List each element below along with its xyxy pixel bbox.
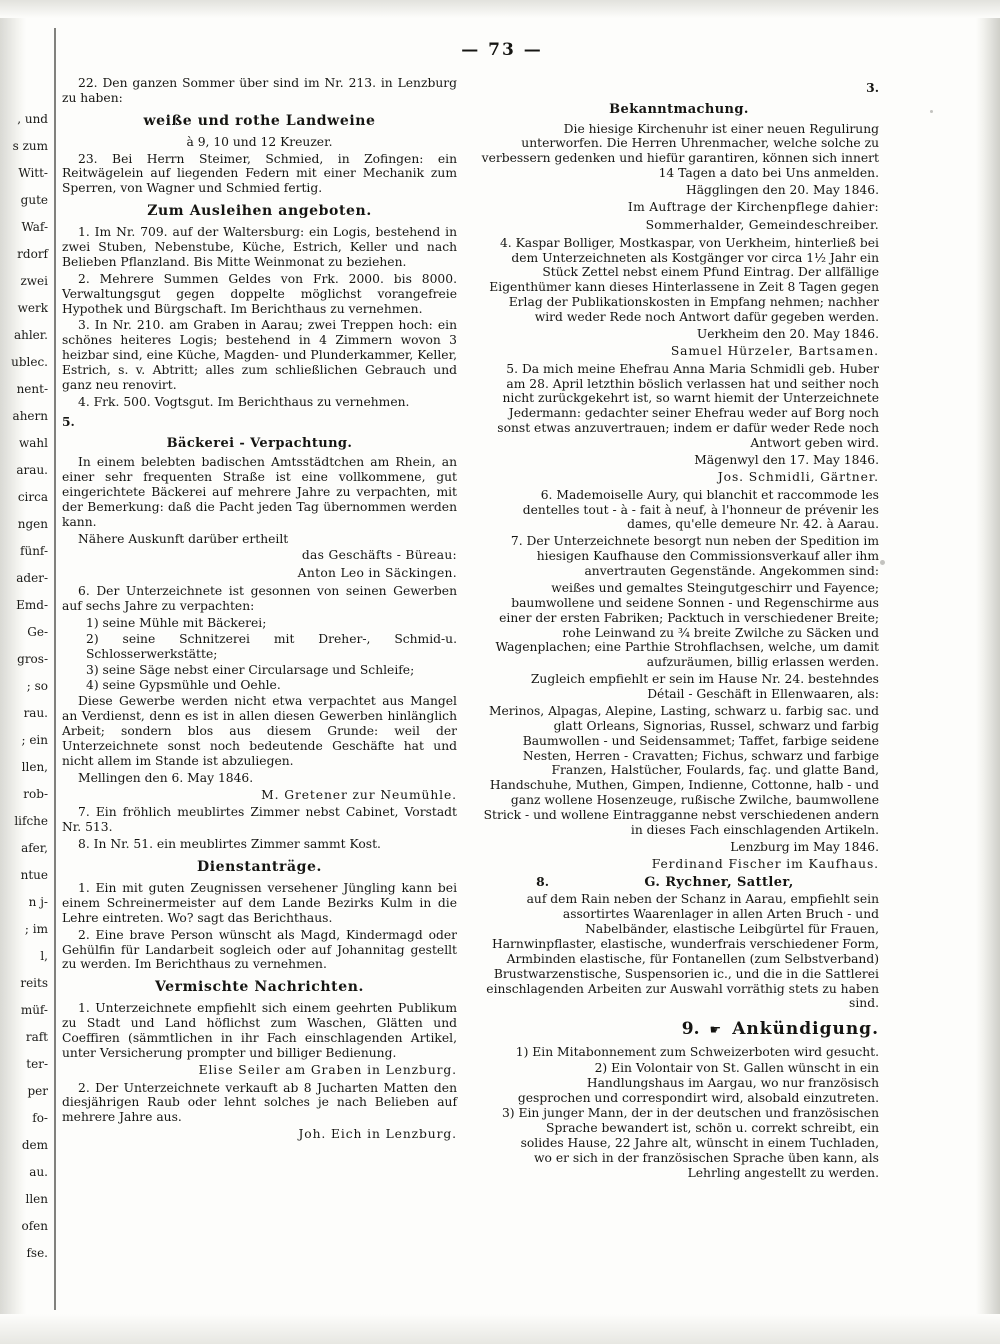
paragraph: 1. Im Nr. 709. auf der Waltersburg: ein Logis, bestehend in zwei Stuben, Nebenstube, Küche, Estrich, Keller und nach Belieben Pflanzland. Bis Mitte Weinmonat zu beziehen. <box>62 225 457 269</box>
facing-page-fragment-line: ader- <box>16 571 48 585</box>
scan-speck <box>930 110 933 113</box>
paragraph: Hägglingen den 20. May 1846. <box>686 183 879 198</box>
paragraph: 6. Der Unterzeichnete ist gesonnen von seinen Gewerben auf sechs Jahre zu verpachten: <box>62 584 457 614</box>
facing-page-fragment-line: ; im <box>24 922 48 936</box>
section-number: 9. <box>681 1019 700 1040</box>
facing-page-fragment-line: circa <box>17 490 48 504</box>
right-column <box>479 76 879 1182</box>
facing-page-fragment-line: l, <box>40 949 48 963</box>
facing-page-fragment-line: ter- <box>26 1057 48 1071</box>
paragraph: Uerkheim den 20. May 1846. <box>696 326 879 341</box>
paragraph: auf dem Rain neben der Schanz in Aarau, empfiehlt sein assortirtes Waarenlager in allen Arten Bruch - und Nabelbänder, elastische Leibgürtel für Frauen, Harnwinpflaster, elastische, wunderfrais verschiedener Form, Armbinden elastische, für Fontanellen (zum Selbstverband) Brustwarzenstische, Suspensorien ic., und die in die Sattlerei einschlagenden Arbeiten zur Auswahl vorräthig stets zu haben sind. <box>486 892 879 1011</box>
announcement-heading <box>479 1019 879 1040</box>
paragraph: 4. Frk. 500. Vogtsgut. Im Berichthaus zu vernehmen. <box>78 394 410 409</box>
facing-page-fragment-line: ntue <box>20 868 48 882</box>
list-item: 3) seine Säge nebst einer Circularsage und Schleife; <box>86 662 415 677</box>
gutter-rule <box>54 28 56 1310</box>
section-number: 5. <box>62 413 75 429</box>
paragraph: Nähere Auskunft darüber ertheilt <box>78 531 289 546</box>
facing-page-fragment-line: ; ein <box>21 733 48 747</box>
facing-page-fragment-line: rau. <box>23 706 48 720</box>
signature-line: das Geschäfts - Büreau: <box>301 548 457 563</box>
facing-page-fragment-line: n j- <box>28 895 48 909</box>
facing-page-fragment-line: lifche <box>14 814 48 828</box>
list-item: 2) Ein Volontair von St. Gallen wünscht in ein Handlungshaus im Aargau, wo nur französisch gesprochen und correspondirt wird, alsobald einzutreten. <box>517 1060 879 1105</box>
signature-line: Samuel Hürzeler, Bartsamen. <box>670 343 879 358</box>
facing-page-fragment-line: werk <box>17 301 48 315</box>
list-item: 3) Ein junger Mann, der in der deutschen und französischen Sprache bewandert ist, schön u. correkt schreibt, ein solides Hause, 22 Jahre alt, wünscht in einem Tuchladen, wo er sich in der französischen Sprache üben kann, als Lehrling angestellt zu werden. <box>501 1106 879 1180</box>
facing-page-fragment-line: dem <box>21 1138 48 1152</box>
section-subheading: G. Rychner, Sattler, <box>644 874 794 890</box>
paragraph: 2. Eine brave Person wünscht als Magd, Kindermagd oder Gehülfin für Landarbeit sogleich oder auf Johannitag gestellt zu werden. Im Berichthaus zu vernehmen. <box>62 927 457 972</box>
facing-page-fragment <box>4 110 48 1271</box>
facing-page-fragment-line: ahler. <box>13 328 48 342</box>
document-page <box>62 40 942 1200</box>
signature-line: Im Auftrage der Kirchenpflege dahier: <box>627 199 879 214</box>
facing-page-fragment-line: Ge- <box>27 625 48 639</box>
paragraph: weißes und gemaltes Steingutgeschirr und Fayence; baumwollene und seidene Sonnen - und Regenschirme aus einer der ersten Fabriken; Packtuch in verschiedener Breite; rohe Leinwand zu ¾ breite Zwilche zu Säcken und Wagenplachen; eine Parthie Strohflachsen, welche, um damit aufzuräumen, billig erlassen werden. <box>495 580 879 670</box>
facing-page-fragment-line: nent- <box>16 382 48 396</box>
section-subheading: Bäckerei - Verpachtung. <box>166 435 353 451</box>
facing-page-fragment-line: ; so <box>26 679 48 693</box>
facing-page-fragment-line: llen <box>25 1192 48 1206</box>
page-edge-right <box>976 0 1000 1344</box>
facing-page-fragment-line: Waf- <box>21 220 48 234</box>
signature-line: Elise Seiler am Graben in Lenzburg. <box>198 1062 457 1077</box>
signature-line: Jos. Schmidli, Gärtner. <box>717 469 879 484</box>
facing-page-fragment-line: , und <box>17 112 48 126</box>
paragraph: 4. Kaspar Bolliger, Mostkaspar, von Uerkheim, hinterließ bei dem Unterzeichneten als Kostgänger vor circa 1½ Jahr ein Stück Zettel nebst einem Pfund Eintrag. Der allfällige Eigenthümer kann dieses Hinterlassene in Zeit 8 Tagen gegen Erlag der Publikationskosten in Empfang nehmen; nachher wird weder Rede noch Antwort dafür gegeben werden. <box>489 235 879 325</box>
paragraph: Die hiesige Kirchenuhr ist einer neuen Regulirung unterworfen. Die Herren Uhrenmacher, welche solche zu verbessern gedenken und hiefür garantiren, können sich innert 14 Tagen a dato bei Uns anmelden. <box>481 121 879 181</box>
facing-page-fragment-line: zwei <box>20 274 48 288</box>
paragraph: 22. Den ganzen Sommer über sind im Nr. 213. in Lenzburg zu haben: <box>62 76 457 105</box>
centered-line: à 9, 10 und 12 Kreuzer. <box>186 134 333 149</box>
list-item: 2) seine Schnitzerei mit Dreher-, Schmid-u. Schlosserwerkstätte; <box>86 631 457 661</box>
paragraph: 7. Der Unterzeichnete besorgt nun neben der Spedition im hiesigen Kaufhause den Commissionsverkauf aller ihm anvertrauten Gegenstände. Angekommen sind: <box>510 534 879 579</box>
announcement-title: Ankündigung. <box>732 1019 879 1040</box>
page-edge-bottom <box>0 1314 1000 1344</box>
facing-page-fragment-line: arau. <box>16 463 48 477</box>
paragraph: 2. Der Unterzeichnete verkauft ab 8 Jucharten Matten den diesjährigen Raub oder lehnt solches je nach Belieben auf mehrere Jahre aus. <box>62 1080 457 1125</box>
facing-page-fragment-line: reits <box>20 976 48 990</box>
scan-speck <box>880 560 885 565</box>
paragraph: 8. In Nr. 51. ein meublirtes Zimmer sammt Kost. <box>78 837 381 852</box>
signature-line: Anton Leo in Säckingen. <box>297 566 457 581</box>
signature-line: M. Gretener zur Neumühle. <box>261 787 457 802</box>
facing-page-fragment-line: au. <box>29 1165 48 1179</box>
signature-line: Sommerhalder, Gemeindeschreiber. <box>645 217 879 232</box>
facing-page-fragment-line: raft <box>25 1030 48 1044</box>
facing-page-fragment-line: fo- <box>32 1111 48 1125</box>
section-heading: Vermischte Nachrichten. <box>154 979 365 996</box>
page-edge-top <box>0 0 1000 18</box>
facing-page-fragment-line: ofen <box>21 1219 48 1233</box>
facing-page-fragment-line: Witt- <box>18 166 48 180</box>
section-number: 3. <box>866 80 879 95</box>
section-heading: Zum Ausleihen angeboten. <box>147 203 372 220</box>
paragraph: 2. Mehrere Summen Geldes von Frk. 2000. bis 8000. Verwaltungsgut gegen doppelte möglichst vorangefreie Hypothek und Bürgschaft. Im Berichthaus zu vernehmen. <box>62 271 457 316</box>
paragraph: Zugleich empfiehlt er sein im Hause Nr. 24. bestehndes Détail - Geschäft in Ellenwaaren, als: <box>530 672 879 702</box>
section-number: 8. <box>536 873 549 889</box>
left-column <box>62 76 457 1182</box>
facing-page-fragment-line: rdorf <box>17 247 48 261</box>
facing-page-fragment-line: fünf- <box>20 544 48 558</box>
paragraph: Mellingen den 6. May 1846. <box>78 770 254 785</box>
facing-page-fragment-line: Emd- <box>16 598 48 612</box>
section-subheading: Bekanntmachung. <box>609 101 749 117</box>
paragraph: Diese Gewerbe werden nicht etwa verpachtet aus Mangel an Verdienst, denn es ist in allen diesen Gewerben hinlänglich Arbeit; sondern blos aus diesem Grunde: weil der Unterzeichnete sonst noch bedeutende Geschäfte hat und nicht allem im Stande ist abzuliegen. <box>62 694 457 768</box>
paragraph: 7. Ein fröhlich meublirtes Zimmer nebst Cabinet, Vorstadt Nr. 513. <box>62 805 457 835</box>
facing-page-fragment-line: fse. <box>26 1246 48 1260</box>
facing-page-fragment-line: s zum <box>12 139 48 153</box>
facing-page-fragment-line: llen, <box>21 760 48 774</box>
paragraph: In einem belebten badischen Amtsstädtchen am Rhein, an einer sehr frequenten Straße ist eine vollkommene, gut eingerichtete Bäckerei auf mehrere Jahre zu verpachten, mit der Bemerkung: daß die Pacht jeden Tag übernommen werden kann. <box>62 455 457 529</box>
facing-page-fragment-line: gute <box>20 193 48 207</box>
facing-page-fragment-line: ublec. <box>11 355 48 369</box>
paragraph: 23. Bei Herrn Steimer, Schmied, in Zofingen: ein Reitwägelein auf liegenden Federn mit einer Mechanik zum Sperren, von Wagner und Schmied fertig. <box>62 151 457 196</box>
two-column-body <box>62 76 942 1182</box>
section-heading: weiße und rothe Landweine <box>143 112 376 129</box>
paragraph: 3. In Nr. 210. am Graben in Aarau; zwei Treppen hoch: ein schönes heiteres Logis; bestehend in 4 Zimmern wovon 3 heizbar sind, eine Küche, Magden- und Plunderkammer, Keller, Estrich, s. v. Abtritt; alles zum schließlichen Gebrauch und ganz neu renovirt. <box>62 318 457 392</box>
facing-page-fragment-line: per <box>27 1084 48 1098</box>
facing-page-fragment-line: rob- <box>23 787 48 801</box>
paragraph: 1. Unterzeichnete empfiehlt sich einem geehrten Publikum zu Stadt und Land höflichst zum Waschen, Glätten und Coeffiren (sämmtlichen in ihr Fach einschlagenden Artikel, unter Versicherung prompter und billiger Bedienung. <box>62 1001 457 1060</box>
paragraph: Merinos, Alpagas, Alepine, Lasting, schwarz u. farbig sac. und glatt Orleans, Signorias, Russel, schwarz und farbig Baumwollen - und Seidensammet; Taffet, farbige seidene Nesten, Herren - Cravatten; Fichus, schwarz und farbige Franzen, Halstücher, Foulards, faç. und glatte Band, Handschuhe, Muthen, Gimpen, Indienne, Cottonne, halb - und ganz wollene Hosenzeuge, rußische Zwilche, baumwollene Strick - und wollene Eintragganne nebst verschiedenen andern in dieses Fach einschlagenden Artikeln. <box>483 703 879 837</box>
numbered-heading <box>479 875 879 891</box>
page-number: — 73 — <box>461 40 543 60</box>
paragraph: Lenzburg im May 1846. <box>730 839 879 854</box>
facing-page-fragment-line: gros- <box>17 652 48 666</box>
paragraph: Mägenwyl den 17. May 1846. <box>694 452 879 467</box>
facing-page-fragment-line: ahern <box>12 409 48 423</box>
facing-page-fragment-line: wahl <box>19 436 48 450</box>
paragraph: 6. Mademoiselle Aury, qui blanchit et raccommode les dentelles tout - à - fait à neuf, à l'honneur de prévenir les dames, qu'elle demeure Nr. 42. à Aarau. <box>522 487 879 532</box>
facing-page-fragment-line: afer, <box>21 841 48 855</box>
facing-page-fragment-line: müf- <box>20 1003 48 1017</box>
list-item: 4) seine Gypsmühle und Oehle. <box>86 678 281 693</box>
facing-page-fragment-line: ngen <box>17 517 48 531</box>
list-item: 1) seine Mühle mit Bäckerei; <box>86 615 267 630</box>
signature-line: Joh. Eich in Lenzburg. <box>298 1127 457 1142</box>
list-item: 1) Ein Mitabonnement zum Schweizerboten wird gesucht. <box>515 1044 879 1059</box>
signature-line: Ferdinand Fischer im Kaufhaus. <box>651 856 879 871</box>
pointing-hand-icon: ☛ <box>709 1023 723 1039</box>
paragraph: 1. Ein mit guten Zeugnissen versehener Jüngling kann bei einem Schreinermeister auf dem Lande Bezirks Kulm in die Lehre eintreten. Wo? sagt das Berichthaus. <box>62 881 457 925</box>
paragraph: 5. Da mich meine Ehefrau Anna Maria Schmidli geb. Huber am 28. April letzthin böslich verlassen hat und seither noch nicht zurückgekehrt ist, so warnt hiemit der Unterzeichnete Jedermann: gedachter seiner Ehefrau weder auf Borg noch sonst etwas anzuvertrauen; indem er dafür weder Rede noch Antwort geben wird. <box>497 361 879 451</box>
section-heading: Dienstanträge. <box>196 859 323 876</box>
